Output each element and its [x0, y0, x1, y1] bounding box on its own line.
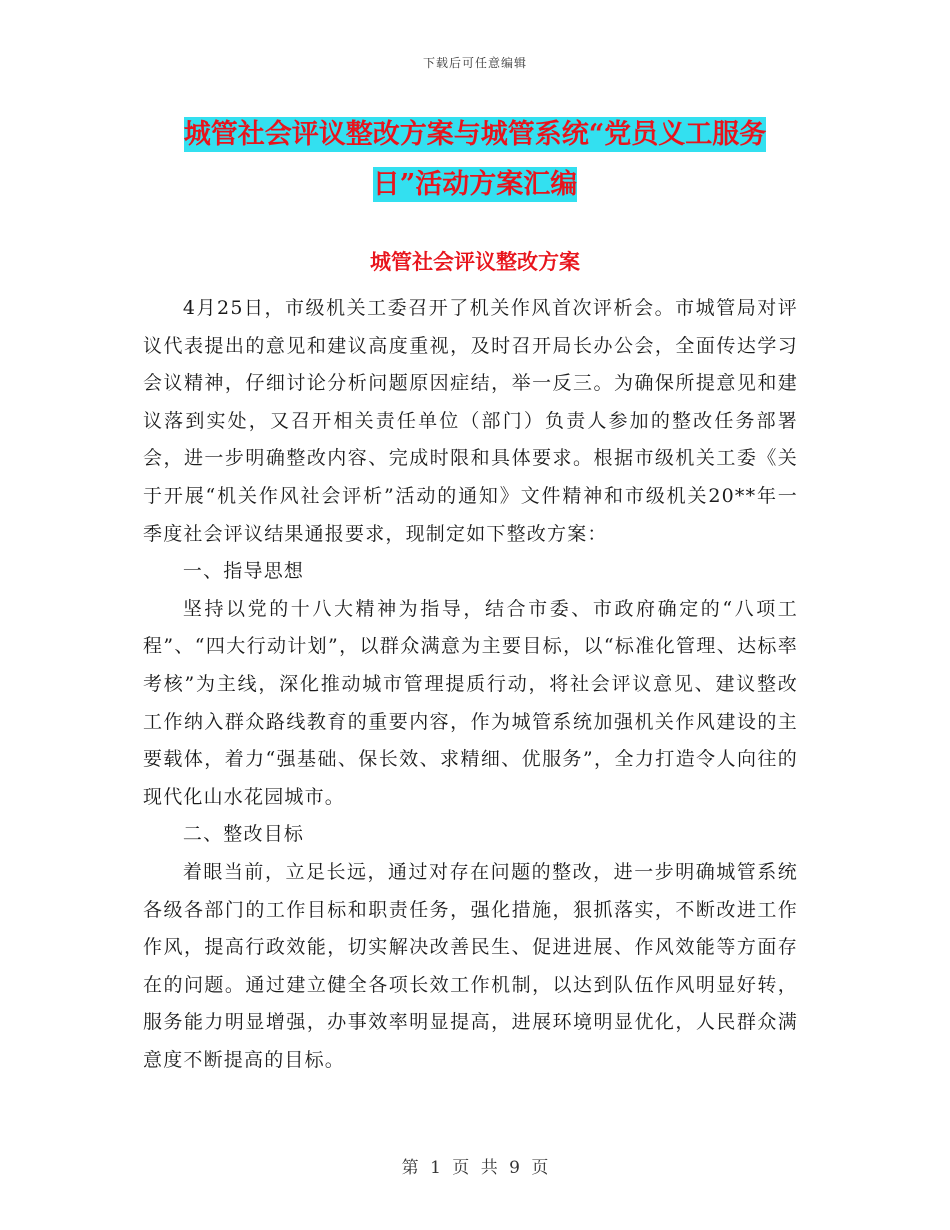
- section-title: 城管社会评议整改方案: [370, 249, 580, 274]
- paragraph-guiding-ideology: 坚持以党的十八大精神为指导，结合市委、市政府确定的“八项工程”、“四大行动计划”，以群众满意为主要目标，以“标准化管理、达标率考核”为主线，深化推动城市管理提质行动，将社会评议意见、建议整改工作纳入群众路线教育的重要内容，作为城管系统加强机关作风建设的主要载体，着力“强基础、保长效、求精细、优服务”，全力打造令人向往的现代化山水花园城市。: [143, 597, 798, 808]
- heading-guiding-ideology: 一、指导思想: [182, 560, 305, 583]
- document-title-line-2: 日”活动方案汇编: [372, 169, 578, 200]
- page-number-footer: 第 1 页 共 9 页: [401, 1158, 549, 1178]
- paragraph-rectification-goals: 着眼当前，立足长远，通过对存在问题的整改，进一步明确城管系统各级各部门的工作目标和职责任务，强化措施，狠抓落实，不断改进工作作风，提高行政效能，切实解决改善民生、促进进展、作风效能等方面存在的问题。通过建立健全各项长效工作机制，以达到队伍作风明显好转，服务能力明显增强，办事效率明显提高，进展环境明显优化，人民群众满意度不断提高的目标。: [143, 860, 798, 1071]
- heading-rectification-goals: 二、整改目标: [182, 823, 305, 846]
- document-body: [143, 290, 798, 1079]
- paragraph-intro: 4月25日，市级机关工委召开了机关作风首次评析会。市城管局对评议代表提出的意见和建议高度重视，及时召开局长办公会，全面传达学习会议精神，仔细讨论分析问题原因症结，举一反三。为确保所提意见和建议落到实处，又召开相关责任单位（部门）负责人参加的整改任务部署会，进一步明确整改内容、完成时限和具体要求。根据市级机关工委《关于开展“机关作风社会评析”活动的通知》文件精神和市级机关20**年一季度社会评议结果通报要求，现制定如下整改方案：: [143, 297, 798, 545]
- document-title-line-1: 城管社会评议整改方案与城管系统“党员义工服务: [183, 119, 767, 150]
- page-header-note: 下载后可任意编辑: [422, 56, 527, 70]
- document-title: [0, 110, 950, 210]
